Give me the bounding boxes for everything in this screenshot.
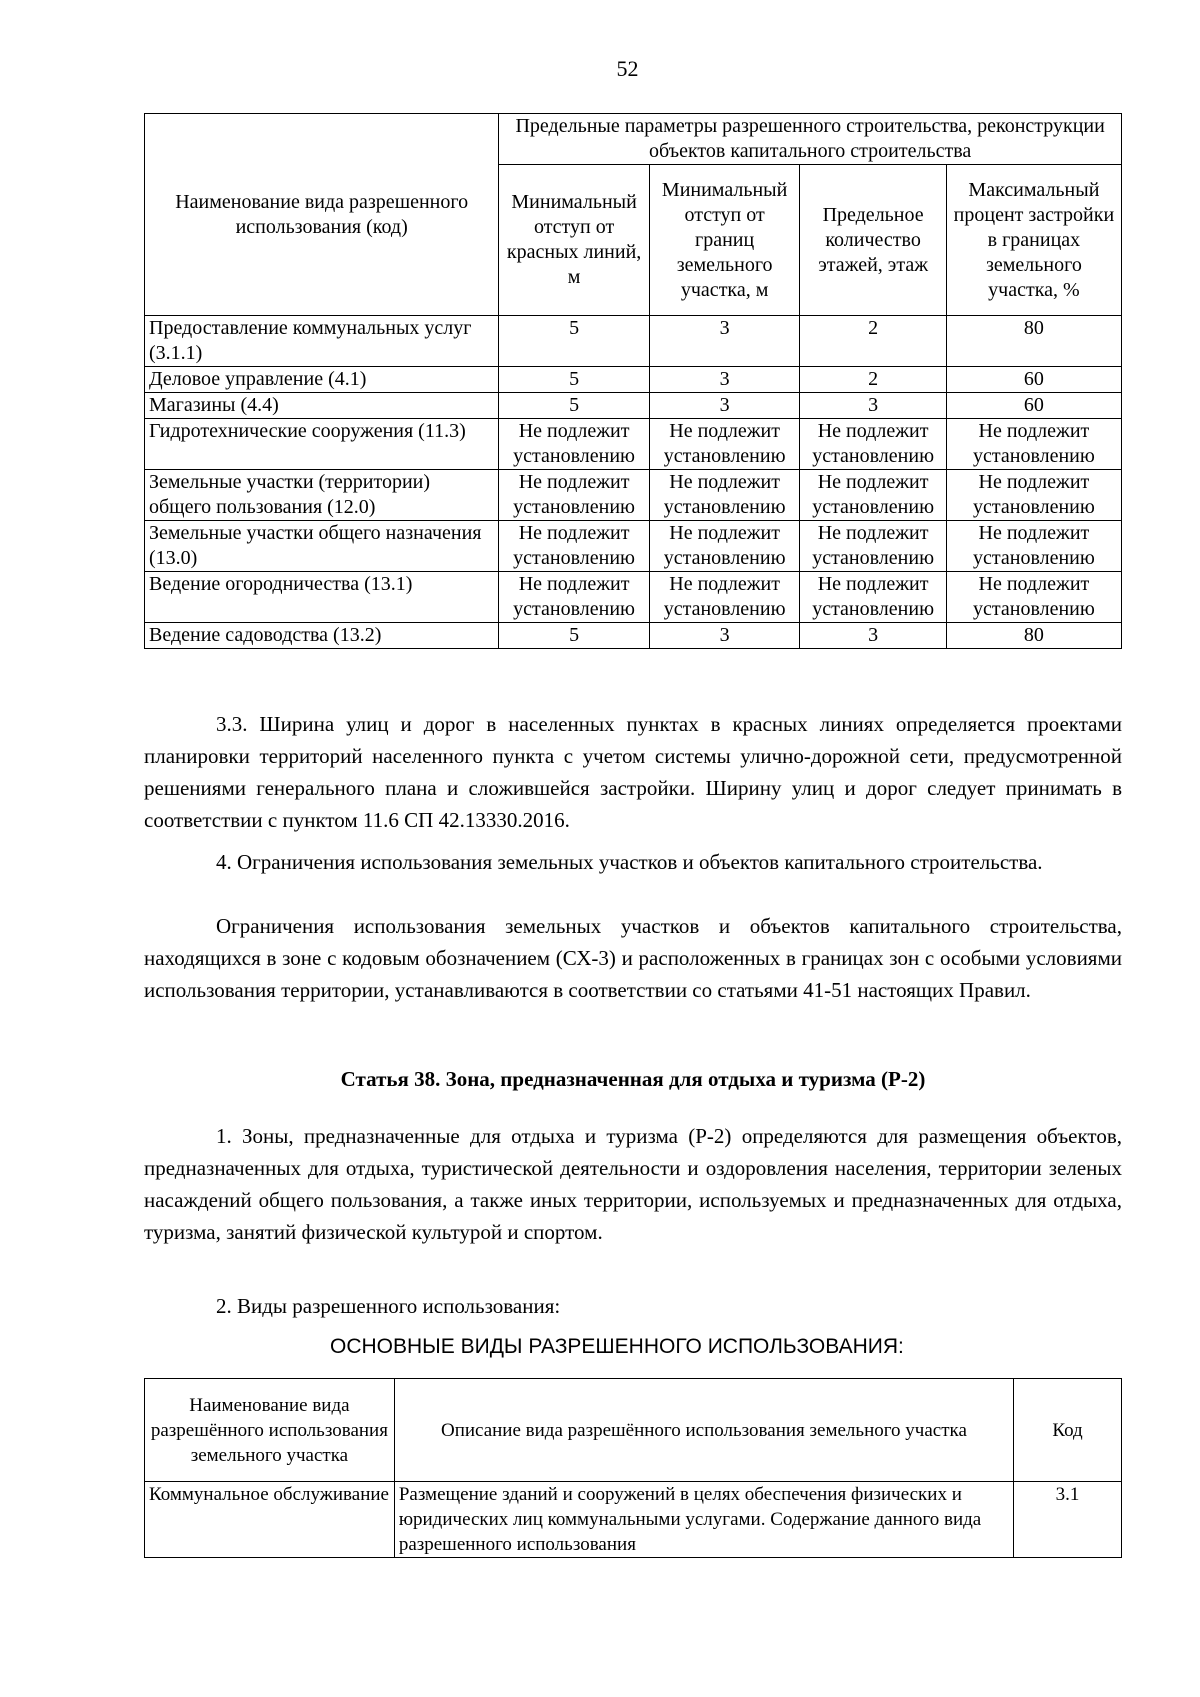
paragraph-3-3: 3.3. Ширина улиц и дорог в населенных пунктах в красных линиях определяется проектами планировки территорий населенного пункта с учетом системы улично-дорожной сети, предусмотренной решениями генерального плана и сложившейся застройки. Ширину улиц и дорог следует принимать в соответствии с пунктом 11.6 СП 42.13330.2016.	[144, 712, 1122, 832]
table-row	[145, 572, 1122, 623]
table-header-row	[145, 114, 1122, 165]
row-value: Не подлежит установлению	[946, 470, 1121, 521]
row-value: Не подлежит установлению	[499, 419, 650, 470]
paragraph-4-body: Ограничения использования земельных участков и объектов капитального строительства, находящихся в зоне с кодовым обозначением (СХ-3) и расположенных в границах зон с особыми условиями использования территории, устанавливаются в соответствии со статьями 41-51 настоящих Правил.	[144, 914, 1122, 1002]
row-value: 5	[499, 367, 650, 393]
paragraph-article-1: 1. Зоны, предназначенные для отдыха и туризма (Р-2) определяются для размещения объектов, предназначенных для отдыха, туристической деятельности и оздоровления населения, территории зеленых насаждений общего пользования, а также иных территории, используемых и предназначенных для отдыха, туризма, занятий физической культурой и спортом.	[144, 1124, 1122, 1244]
building-parameters-table	[144, 113, 1122, 649]
row-name: Земельные участки (территории) общего пользования (12.0)	[145, 470, 499, 521]
header-use-name: Наименование вида разрешённого использования земельного участка	[145, 1379, 395, 1482]
row-value: Не подлежит установлению	[800, 572, 946, 623]
row-value: Не подлежит установлению	[649, 521, 800, 572]
row-value: Не подлежит установлению	[800, 521, 946, 572]
table-row	[145, 316, 1122, 367]
row-value: Не подлежит установлению	[946, 419, 1121, 470]
row-value: Не подлежит установлению	[946, 521, 1121, 572]
row-value: 5	[499, 393, 650, 419]
permitted-uses-table	[144, 1378, 1122, 1558]
header-code: Код	[1014, 1379, 1122, 1482]
row-name: Земельные участки общего назначения (13.0)	[145, 521, 499, 572]
header-parameters-group: Предельные параметры разрешенного строительства, реконструкции объектов капитального строительства	[499, 114, 1122, 165]
header-usage-name: Наименование вида разрешенного использования (код)	[145, 114, 499, 316]
table-row	[145, 419, 1122, 470]
table-row	[145, 1482, 1122, 1558]
row-value: 3	[800, 393, 946, 419]
row-value: Не подлежит установлению	[499, 470, 650, 521]
paragraph-4: 4. Ограничения использования земельных участков и объектов капитального строительства.	[216, 850, 1043, 874]
row-value: 3	[649, 316, 800, 367]
row-value: 2	[800, 367, 946, 393]
article-heading: Статья 38. Зона, предназначенная для отдыха и туризма (Р-2)	[340, 1067, 926, 1091]
row-value: Не подлежит установлению	[800, 470, 946, 521]
row-value: 60	[946, 367, 1121, 393]
row-value: Не подлежит установлению	[946, 572, 1121, 623]
row-use-name: Коммунальное обслуживание	[145, 1482, 395, 1558]
row-value: 60	[946, 393, 1121, 419]
header-floors: Предельное количество этажей, этаж	[800, 165, 946, 316]
row-value: Не подлежит установлению	[499, 521, 650, 572]
row-value: Не подлежит установлению	[649, 419, 800, 470]
row-value: Не подлежит установлению	[649, 572, 800, 623]
header-max-percent: Максимальный процент застройки в границах земельного участка, %	[946, 165, 1121, 316]
row-value: 5	[499, 623, 650, 649]
row-name: Гидротехнические сооружения (11.3)	[145, 419, 499, 470]
row-value: 5	[499, 316, 650, 367]
row-value: Не подлежит установлению	[649, 470, 800, 521]
page-number: 52	[616, 56, 639, 81]
header-min-red-line: Минимальный отступ от красных линий, м	[499, 165, 650, 316]
row-name: Ведение садоводства (13.2)	[145, 623, 499, 649]
table-header-row	[145, 1379, 1122, 1482]
table-row	[145, 623, 1122, 649]
row-name: Магазины (4.4)	[145, 393, 499, 419]
main-uses-heading: ОСНОВНЫЕ ВИДЫ РАЗРЕШЕННОГО ИСПОЛЬЗОВАНИЯ:	[330, 1335, 904, 1358]
header-min-plot-border: Минимальный отступ от границ земельного участка, м	[649, 165, 800, 316]
paragraph-article-2: 2. Виды разрешенного использования:	[216, 1294, 561, 1318]
row-use-description: Размещение зданий и сооружений в целях обеспечения физических и юридических лиц коммунальными услугами. Содержание данного вида разрешенного использования	[394, 1482, 1013, 1558]
row-value: 80	[946, 623, 1121, 649]
table-row	[145, 393, 1122, 419]
row-code: 3.1	[1014, 1482, 1122, 1558]
table-row	[145, 367, 1122, 393]
row-value: 3	[649, 393, 800, 419]
row-value: Не подлежит установлению	[800, 419, 946, 470]
row-name: Предоставление коммунальных услуг (3.1.1)	[145, 316, 499, 367]
row-value: 3	[649, 367, 800, 393]
table-row	[145, 470, 1122, 521]
row-value: Не подлежит установлению	[499, 572, 650, 623]
row-value: 2	[800, 316, 946, 367]
row-value: 3	[649, 623, 800, 649]
row-value: 3	[800, 623, 946, 649]
row-name: Деловое управление (4.1)	[145, 367, 499, 393]
table-row	[145, 521, 1122, 572]
header-use-description: Описание вида разрешённого использования земельного участка	[394, 1379, 1013, 1482]
row-name: Ведение огородничества (13.1)	[145, 572, 499, 623]
row-value: 80	[946, 316, 1121, 367]
